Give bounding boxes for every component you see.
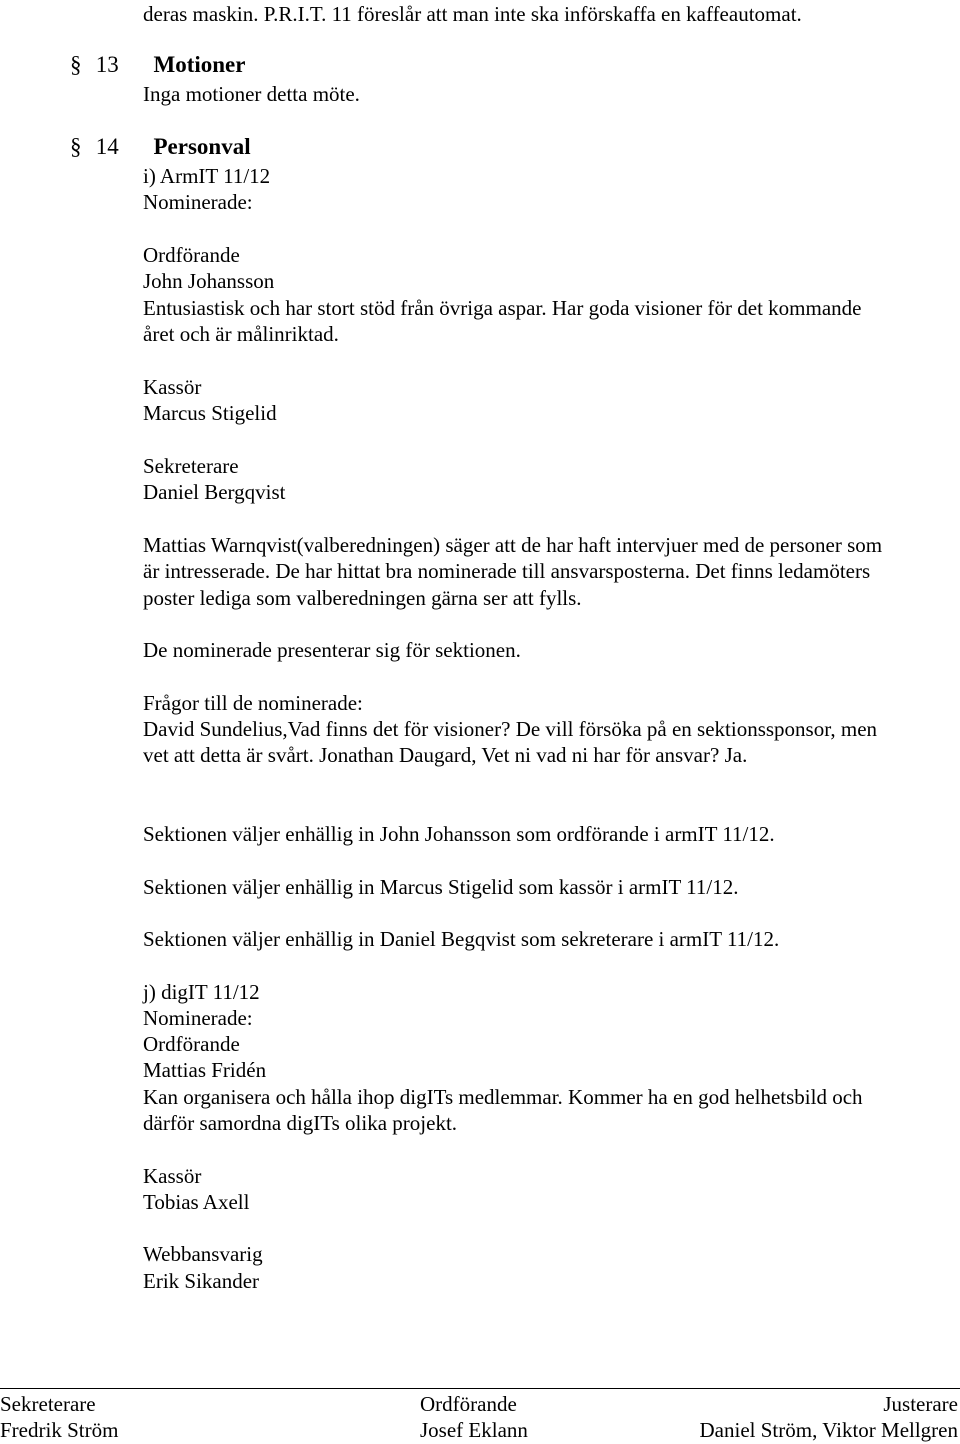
text-line: Sektionen väljer enhällig in Marcus Stigelid som kassör i armIT 11/12. bbox=[143, 875, 739, 899]
footer-divider bbox=[0, 1388, 960, 1389]
text-line: Mattias Warnqvist(valberedningen) säger att de har haft intervjuer med de personer som bbox=[143, 533, 883, 557]
text-line: Inga motioner detta möte. bbox=[143, 82, 360, 106]
text-line: i) ArmIT 11/12 bbox=[143, 164, 271, 188]
text-line: Kan organisera och hålla ihop digITs medlemmar. Kommer ha en god helhetsbild och bbox=[143, 1085, 863, 1109]
text-line: Mattias Fridén bbox=[143, 1058, 267, 1082]
text-line: John Johansson bbox=[143, 269, 275, 293]
text-line: är intresserade. De har hittat bra nominerade till ansvarsposterna. Det finns ledamöters bbox=[143, 559, 871, 583]
section-symbol: § bbox=[70, 52, 82, 77]
text-line: Kassör bbox=[143, 375, 202, 399]
text-line: Nominerade: bbox=[143, 190, 253, 214]
section-title: Motioner bbox=[153, 52, 246, 77]
text-line: Sektionen väljer enhällig in John Johansson som ordförande i armIT 11/12. bbox=[143, 822, 775, 846]
text-line: Ordförande bbox=[143, 1032, 240, 1056]
text-line: därför samordna digITs olika projekt. bbox=[143, 1111, 458, 1135]
text-line: året och är målinriktad. bbox=[143, 322, 339, 346]
text-line: Entusiastisk och har stort stöd från övriga aspar. Har goda visioner för det kommande bbox=[143, 296, 862, 320]
text-line: Frågor till de nominerade: bbox=[143, 691, 363, 715]
text-line: vet att detta är svårt. Jonathan Daugard, Vet ni vad ni har för ansvar? Ja. bbox=[143, 743, 748, 767]
text-line: j) digIT 11/12 bbox=[143, 980, 260, 1004]
section-title: Personval bbox=[153, 134, 251, 159]
text-line: Sektionen väljer enhällig in Daniel Begqvist som sekreterare i armIT 11/12. bbox=[143, 927, 780, 951]
footer-secretary-role: Sekreterare bbox=[0, 1392, 96, 1416]
text-line: Ordförande bbox=[143, 243, 240, 267]
text-line: De nominerade presenterar sig för sektionen. bbox=[143, 638, 521, 662]
text-line: Marcus Stigelid bbox=[143, 401, 277, 425]
footer-chair-name: Josef Eklann bbox=[420, 1418, 528, 1442]
text-line: Sekreterare bbox=[143, 454, 239, 478]
footer-adjuster-role: Justerare bbox=[883, 1392, 958, 1416]
footer-secretary-name: Fredrik Ström bbox=[0, 1418, 119, 1442]
text-line: Erik Sikander bbox=[143, 1269, 260, 1293]
section-heading-14 bbox=[70, 134, 251, 160]
section-number: 14 bbox=[95, 134, 119, 159]
text-line: David Sundelius,Vad finns det för visioner? De vill försöka på en sektionssponsor, men bbox=[143, 717, 878, 741]
text-line: Daniel Bergqvist bbox=[143, 480, 286, 504]
text-line: Nominerade: bbox=[143, 1006, 253, 1030]
text-line: Tobias Axell bbox=[143, 1190, 250, 1214]
footer-chair-role: Ordförande bbox=[420, 1392, 517, 1416]
text-line: Webbansvarig bbox=[143, 1242, 263, 1266]
text-line: deras maskin. P.R.I.T. 11 föreslår att man inte ska införskaffa en kaffeautomat. bbox=[143, 2, 802, 26]
text-line: poster lediga som valberedningen gärna ser att fylls. bbox=[143, 586, 582, 610]
section-symbol: § bbox=[70, 134, 82, 159]
section-number: 13 bbox=[95, 52, 119, 77]
section-heading-13 bbox=[70, 52, 245, 78]
text-line: Kassör bbox=[143, 1164, 202, 1188]
footer-adjuster-names: Daniel Ström, Viktor Mellgren bbox=[699, 1418, 958, 1442]
